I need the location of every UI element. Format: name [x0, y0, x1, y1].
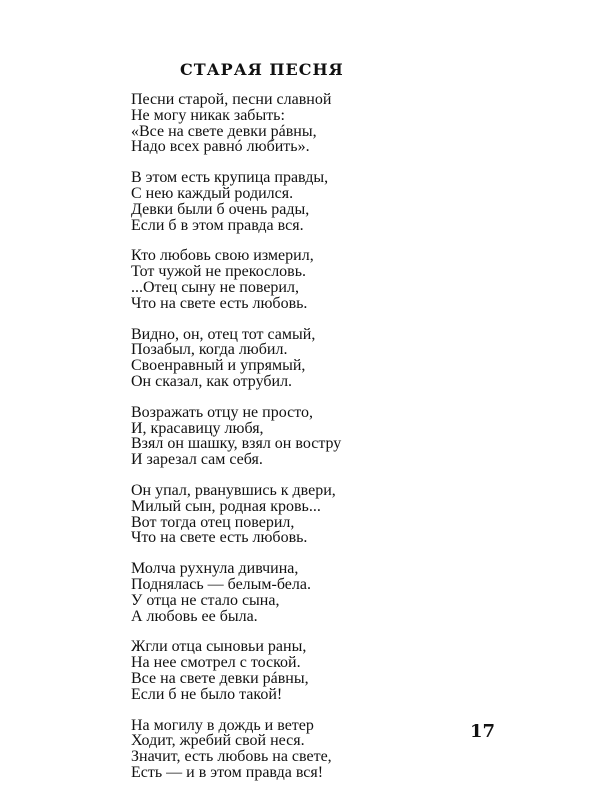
stanza: [131, 718, 411, 781]
stanza: [131, 483, 411, 546]
poem-line: А любовь ее была.: [131, 607, 258, 625]
poem-line: В этом есть крупица правды,: [131, 169, 329, 187]
stanza: [131, 405, 411, 468]
poem-line: Что на свете есть любовь.: [131, 294, 308, 312]
poem-line: Надо всех равнó любить».: [131, 138, 310, 156]
poem-line: Милый сын, родная кровь...: [131, 497, 321, 515]
poem-line: Девки были б очень рады,: [131, 200, 310, 218]
poem-line: Не могу никак забыть:: [131, 106, 285, 124]
poem-line: Поднялась — белым-бела.: [131, 575, 311, 593]
poem-line: «Все на свете девки рáвны,: [131, 122, 317, 140]
poem-line: Взял он шашку, взял он востру: [131, 435, 342, 453]
poem-line: У отца не стало сына,: [131, 591, 280, 609]
poem-line: И, красавицу любя,: [131, 419, 264, 437]
stanza: [131, 327, 411, 390]
poem-line: Возражать отцу не просто,: [131, 403, 313, 421]
poem-line: Если б в этом правда вся.: [131, 216, 304, 234]
poem-line: И зарезал сам себя.: [131, 451, 263, 469]
poem-line: Своенравный и упрямый,: [131, 357, 306, 375]
poem-line: Он упал, рванувшись к двери,: [131, 481, 336, 499]
poem-line: Молча рухнула дивчина,: [131, 560, 299, 578]
poem-line: На нее смотрел с тоской.: [131, 654, 301, 672]
poem-line: Все на свете девки рáвны,: [131, 669, 309, 687]
poem-line: На могилу в дождь и ветер: [131, 716, 314, 734]
page-number: 17: [470, 721, 496, 742]
poem-line: Он сказал, как отрубил.: [131, 372, 293, 390]
poem-line: Значит, есть любовь на свете,: [131, 748, 332, 766]
poem-line: Кто любовь свою измерил,: [131, 247, 314, 265]
poem-line: Видно, он, отец тот самый,: [131, 325, 316, 343]
poem-line: Ходит, жребий свой неся.: [131, 732, 305, 750]
poem-line: Есть — и в этом правда вся!: [131, 763, 324, 781]
poem-line: Если б не было такой!: [131, 685, 283, 703]
poem-line: Тот чужой не прекословь.: [131, 263, 307, 281]
poem-line: ...Отец сыну не поверил,: [131, 278, 299, 296]
stanza: [131, 561, 411, 624]
poem-line: Позабыл, когда любил.: [131, 341, 288, 359]
poem-line: Жгли отца сыновьи раны,: [131, 638, 307, 656]
poem-line: Вот тогда отец поверил,: [131, 513, 295, 531]
stanza: [131, 248, 411, 311]
stanza: [131, 170, 411, 233]
poem-title: СТАРАЯ ПЕСНЯ: [180, 60, 344, 79]
stanza: [131, 92, 411, 155]
poem-line: Песни старой, песни славной: [131, 91, 332, 108]
poem-body: [131, 92, 411, 796]
stanza: [131, 639, 411, 702]
poem-line: С нею каждый родился.: [131, 184, 294, 202]
poem-line: Что на свете есть любовь.: [131, 529, 308, 547]
